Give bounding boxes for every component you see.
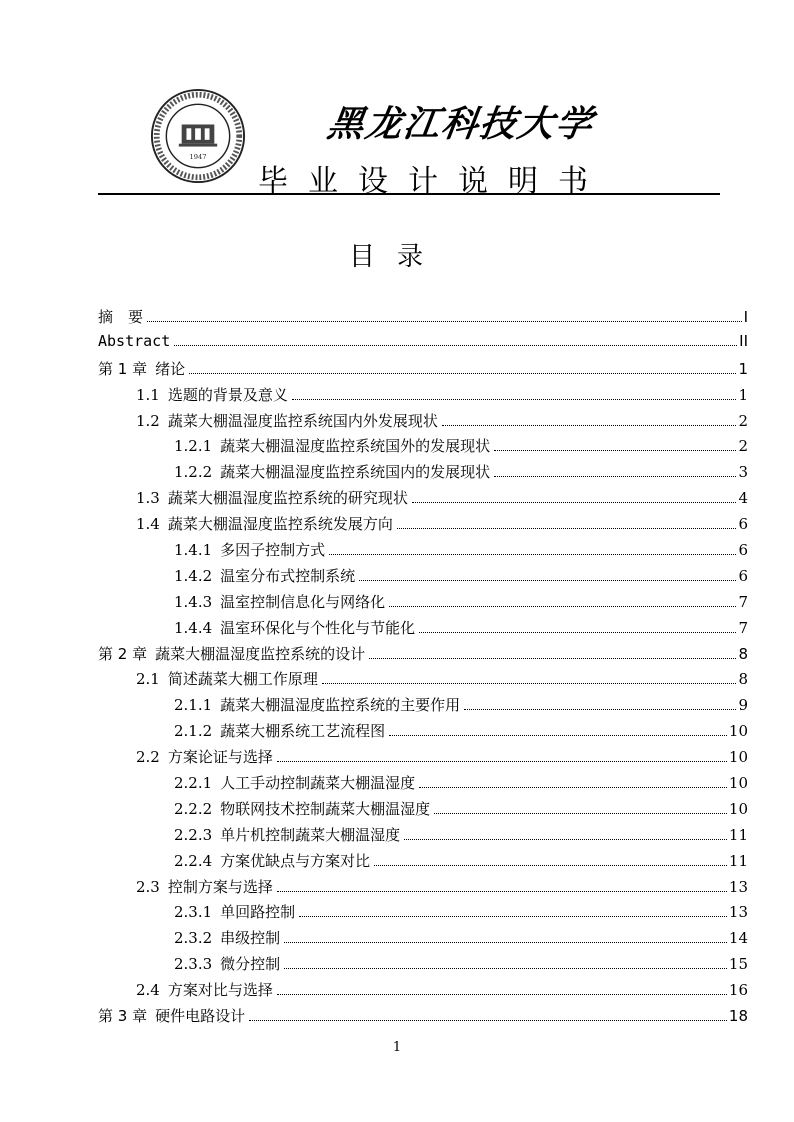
toc-entry[interactable] <box>98 332 748 358</box>
toc-entry-title <box>174 927 280 948</box>
toc-entry-label: 多因子控制方式 <box>220 541 326 560</box>
toc-entry-number: 2.1.2 <box>174 722 213 741</box>
toc-entry[interactable] <box>98 927 748 953</box>
seal-year: 1947 <box>189 153 207 162</box>
toc-entry-number: 2.3.3 <box>174 955 213 974</box>
toc-entry-page: 1 <box>738 359 748 378</box>
toc-entry-title <box>98 643 365 664</box>
toc-entry-number: 1.4.4 <box>174 618 213 637</box>
toc-entry-number: 1.4.2 <box>174 566 213 585</box>
toc-entry-number: 第 2 章 <box>98 644 148 663</box>
toc-entry-label: 蔬菜大棚温湿度监控系统国外的发展现状 <box>220 437 491 456</box>
toc-entry-label: 硬件电路设计 <box>155 1007 246 1026</box>
toc-entry-label: 蔬菜大棚温湿度监控系统国内外发展现状 <box>167 411 438 430</box>
toc-heading: 目录 <box>348 242 445 272</box>
toc-dot-leader <box>397 528 737 529</box>
toc-entry[interactable] <box>98 643 748 669</box>
toc-entry[interactable] <box>98 720 748 746</box>
toc-entry[interactable] <box>98 384 748 410</box>
toc-entry-page: 1 <box>738 385 748 404</box>
toc-dot-leader <box>374 865 727 866</box>
toc-entry-page: 7 <box>738 618 748 637</box>
toc-entry-label: 温室控制信息化与网络化 <box>220 592 386 611</box>
toc-entry[interactable] <box>98 979 748 1005</box>
toc-entry-label: 方案对比与选择 <box>167 981 273 1000</box>
toc-entry[interactable] <box>98 358 748 384</box>
toc-entry-label: 控制方案与选择 <box>167 877 273 896</box>
toc-entry-title <box>136 979 273 1000</box>
toc-entry-title <box>174 953 280 974</box>
toc-entry[interactable] <box>98 798 748 824</box>
toc-entry-title <box>174 435 490 456</box>
toc-entry-number: 1.4.1 <box>174 541 213 560</box>
toc-entry[interactable] <box>98 953 748 979</box>
toc-entry-page: I <box>743 308 748 326</box>
toc-entry-title <box>174 565 355 586</box>
toc-entry-page: 4 <box>738 489 748 508</box>
toc-entry-title <box>136 513 393 534</box>
toc-dot-leader <box>189 373 736 374</box>
toc-entry[interactable] <box>98 513 748 539</box>
toc-entry-title <box>136 487 408 508</box>
toc-entry-number: 2.2.1 <box>174 774 213 793</box>
toc-dot-leader <box>419 632 736 633</box>
toc-entry-page: 7 <box>738 592 748 611</box>
toc-entry[interactable] <box>98 876 748 902</box>
toc-entry-title <box>174 591 385 612</box>
toc-entry-number: 1.2 <box>136 411 160 430</box>
toc-dot-leader <box>442 425 737 426</box>
toc-entry[interactable] <box>98 306 748 332</box>
toc-entry[interactable] <box>98 617 748 643</box>
toc-entry-label: 方案优缺点与方案对比 <box>220 851 371 870</box>
toc-dot-leader <box>434 813 727 814</box>
toc-entry-number: 第 1 章 <box>98 359 148 378</box>
page-number: 1 <box>392 1040 402 1055</box>
toc-dot-leader <box>494 450 736 451</box>
toc-entry[interactable] <box>98 410 748 436</box>
toc-entry-label: 温室分布式控制系统 <box>220 566 356 585</box>
toc-entry-page: 13 <box>728 877 748 896</box>
toc-entry[interactable] <box>98 824 748 850</box>
toc-dot-leader <box>329 554 736 555</box>
toc-entry-title <box>174 901 295 922</box>
toc-entry-page: 10 <box>728 799 748 818</box>
toc-entry-page: 18 <box>728 1007 748 1026</box>
toc-entry[interactable] <box>98 539 748 565</box>
toc-entry-number: 2.2.2 <box>174 799 213 818</box>
toc-dot-leader <box>322 683 737 684</box>
toc-dot-leader <box>359 580 736 581</box>
toc-entry-title <box>174 850 370 871</box>
school-name: 黑龙江科技大学 <box>324 103 597 145</box>
toc-entry-number: 1.3 <box>136 489 160 508</box>
toc-entry-number: 1.1 <box>136 385 160 404</box>
toc-dot-leader <box>277 994 727 995</box>
toc-dot-leader <box>299 916 727 917</box>
toc-entry[interactable] <box>98 694 748 720</box>
toc-entry-label: 绪论 <box>155 359 186 378</box>
toc-entry-page: 2 <box>738 411 748 430</box>
toc-entry-label: 串级控制 <box>220 929 281 948</box>
toc-entry-number: 2.4 <box>136 981 160 1000</box>
toc-entry[interactable] <box>98 565 748 591</box>
toc-entry-title <box>174 720 385 741</box>
toc-dot-leader <box>147 321 742 322</box>
toc-entry-number: 2.3 <box>136 877 160 896</box>
toc-entry-page: 6 <box>738 541 748 560</box>
toc-entry-number: 2.2 <box>136 748 160 767</box>
toc-entry[interactable] <box>98 487 748 513</box>
toc-entry-number: 1.4.3 <box>174 592 213 611</box>
toc-entry-title <box>174 772 415 793</box>
toc-entry-page: 2 <box>738 437 748 456</box>
toc-entry-title <box>174 694 460 715</box>
toc-entry-label: 人工手动控制蔬菜大棚温湿度 <box>220 774 416 793</box>
toc-entry-page: 6 <box>738 566 748 585</box>
toc-entry-label: 简述蔬菜大棚工作原理 <box>167 670 318 689</box>
toc-entry[interactable] <box>98 746 748 772</box>
toc-dot-leader <box>412 502 737 503</box>
toc-entry-number: 2.3.2 <box>174 929 213 948</box>
toc-dot-leader <box>464 709 736 710</box>
toc-entry-label: 蔬菜大棚温湿度监控系统发展方向 <box>167 515 393 534</box>
toc-entry-page: 10 <box>728 774 748 793</box>
toc-entry-title <box>174 798 430 819</box>
toc-entry-label: 蔬菜大棚系统工艺流程图 <box>220 722 386 741</box>
toc-dot-leader <box>494 476 736 477</box>
toc-entry-label: 蔬菜大棚温湿度监控系统国内的发展现状 <box>220 463 491 482</box>
document-title: 毕业设计说明书 <box>258 164 608 199</box>
toc-entry-number: 第 3 章 <box>98 1007 148 1026</box>
toc-entry-number: 2.2.4 <box>174 851 213 870</box>
toc-entry-label: 选题的背景及意义 <box>167 385 288 404</box>
toc-entry-page: 6 <box>738 515 748 534</box>
toc-entry-page: 13 <box>728 903 748 922</box>
toc-entry-number: 2.1.1 <box>174 696 213 715</box>
toc-entry-page: 8 <box>738 644 748 663</box>
toc-entry-number: 1.2.1 <box>174 437 213 456</box>
toc-entry-page: II <box>739 331 748 350</box>
toc-entry-label: 物联网技术控制蔬菜大棚温湿度 <box>220 799 431 818</box>
toc-entry-label: 摘 要 <box>98 308 144 326</box>
university-seal-icon <box>150 88 246 184</box>
toc-entry-label: 蔬菜大棚温湿度监控系统的主要作用 <box>220 696 461 715</box>
toc-entry-label: 微分控制 <box>220 955 281 974</box>
toc-entry-title <box>174 824 400 845</box>
toc-entry-page: 15 <box>728 955 748 974</box>
toc-dot-leader <box>174 345 737 346</box>
toc-entry-page: 8 <box>738 670 748 689</box>
toc-entry-title <box>174 461 490 482</box>
header-divider <box>98 193 720 195</box>
toc-entry[interactable] <box>98 435 748 461</box>
toc-entry[interactable] <box>98 772 748 798</box>
toc-entry-title <box>98 358 185 379</box>
toc-entry-number: 2.3.1 <box>174 903 213 922</box>
toc-entry-label: 蔬菜大棚温湿度监控系统的设计 <box>155 644 366 663</box>
toc-entry-title <box>136 384 288 405</box>
toc-dot-leader <box>419 787 727 788</box>
toc-entry-page: 10 <box>728 722 748 741</box>
toc-dot-leader <box>389 606 736 607</box>
toc-entry-page: 9 <box>738 696 748 715</box>
toc-entry-title <box>174 617 415 638</box>
toc-entry-label: 单回路控制 <box>220 903 296 922</box>
toc-entry-page: 3 <box>738 463 748 482</box>
toc-dot-leader <box>277 891 727 892</box>
toc-entry-title <box>136 876 273 897</box>
toc-entry-number: 1.2.2 <box>174 463 213 482</box>
toc-entry-page: 11 <box>728 825 748 844</box>
toc-entry-number: 2.1 <box>136 670 160 689</box>
table-of-contents <box>98 306 748 1031</box>
toc-entry-page: 14 <box>728 929 748 948</box>
toc-entry-title <box>98 306 143 327</box>
toc-entry-title <box>136 410 438 431</box>
toc-entry[interactable] <box>98 461 748 487</box>
toc-entry-title <box>174 539 325 560</box>
toc-entry-number: 1.4 <box>136 515 160 534</box>
toc-entry-label: 方案论证与选择 <box>167 748 273 767</box>
toc-dot-leader <box>284 968 727 969</box>
toc-entry[interactable] <box>98 901 748 927</box>
toc-dot-leader <box>284 942 727 943</box>
toc-entry-label: 温室环保化与个性化与节能化 <box>220 618 416 637</box>
toc-entry-page: 11 <box>728 851 748 870</box>
toc-dot-leader <box>404 839 727 840</box>
toc-entry-label: 单片机控制蔬菜大棚温湿度 <box>220 825 401 844</box>
toc-entry-title <box>98 332 170 350</box>
toc-entry-label: Abstract <box>98 331 171 350</box>
toc-entry-title <box>136 668 318 689</box>
toc-entry-title <box>136 746 273 767</box>
toc-entry-label: 蔬菜大棚温湿度监控系统的研究现状 <box>167 489 408 508</box>
toc-dot-leader <box>369 658 736 659</box>
toc-dot-leader <box>277 761 727 762</box>
toc-entry[interactable] <box>98 850 748 876</box>
toc-dot-leader <box>292 399 737 400</box>
toc-entry[interactable] <box>98 668 748 694</box>
toc-dot-leader <box>389 735 727 736</box>
toc-entry[interactable] <box>98 1005 748 1031</box>
toc-entry-number: 2.2.3 <box>174 825 213 844</box>
toc-entry-title <box>98 1005 245 1026</box>
toc-entry[interactable] <box>98 591 748 617</box>
toc-dot-leader <box>249 1020 727 1021</box>
toc-entry-page: 10 <box>728 748 748 767</box>
toc-entry-page: 16 <box>728 981 748 1000</box>
